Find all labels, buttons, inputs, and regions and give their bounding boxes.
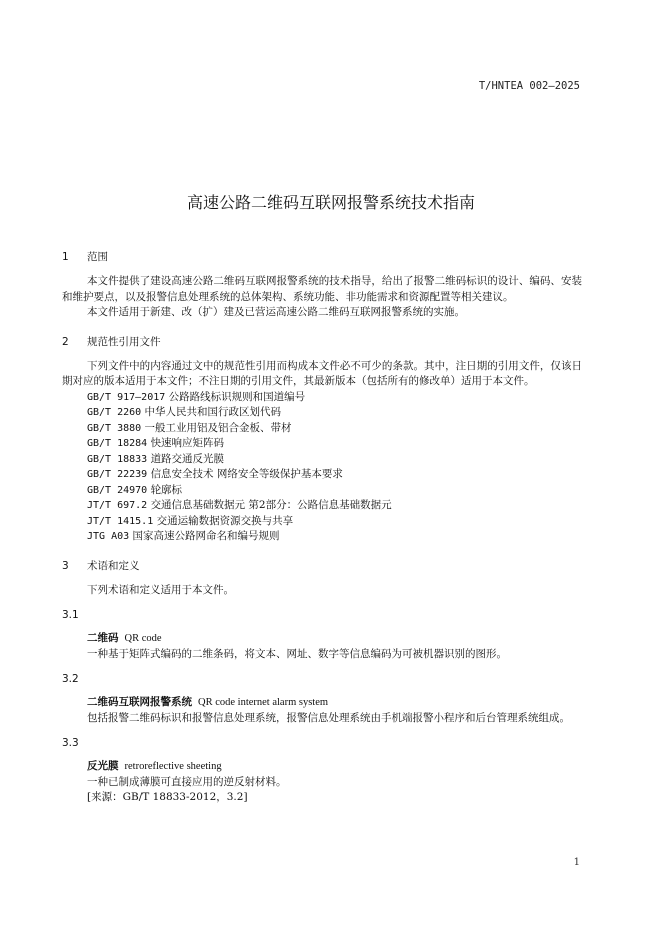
reference-title: 交通信息基础数据元 第2部分：公路信息基础数据元 — [150, 499, 392, 511]
document-title: 高速公路二维码互联网报警系统技术指南 — [186, 193, 475, 212]
document-body — [62, 249, 582, 806]
reference-title: 轮廓标 — [150, 483, 183, 496]
clause-number: 3.1 — [62, 609, 79, 621]
reference-item — [87, 483, 582, 499]
clause-number: 3.3 — [62, 737, 79, 749]
reference-item — [87, 452, 582, 468]
reference-code: GB/T 18284 — [87, 438, 148, 449]
reference-title: 信息安全技术 网络安全等级保护基本要求 — [150, 468, 343, 480]
reference-title: 快速响应矩阵码 — [150, 437, 225, 449]
term-entry — [87, 759, 582, 775]
section-number: 2 — [62, 335, 69, 348]
term-name-zh: 二维码互联网报警系统 — [87, 696, 192, 708]
term-source: [来源：GB/T 18833-2012，3.2] — [87, 791, 248, 803]
reference-item — [87, 405, 582, 421]
term-entry — [87, 695, 582, 711]
paragraph: 本文件适用于新建、改（扩）建及已营运高速公路二维码互联网报警系统的实施。 — [87, 306, 465, 318]
paragraph: 下列术语和定义适用于本文件。 — [87, 583, 234, 596]
section-3-heading — [62, 558, 582, 574]
reference-item — [87, 390, 582, 406]
section-title: 术语和定义 — [87, 559, 140, 572]
reference-list — [87, 390, 582, 545]
term-definition: 包括报警二维码标识和报警信息处理系统，报警信息处理系统由手机端报警小程序和后台管理系统组成。 — [87, 711, 570, 724]
reference-code: JT/T 697.2 — [87, 500, 148, 511]
reference-item — [87, 514, 582, 530]
reference-code: GB/T 2260 — [87, 407, 142, 418]
section-1-heading — [62, 249, 582, 265]
reference-item — [87, 529, 582, 545]
reference-title: 道路交通反光膜 — [150, 452, 225, 465]
section-title: 规范性引用文件 — [87, 335, 161, 348]
reference-code: GB/T 917—2017 — [87, 391, 166, 403]
term-name-en: retroreflective sheeting — [124, 761, 222, 772]
term-definition: 一种基于矩阵式编码的二维条码，将文本、网址、数字等信息编码为可被机器识别的图形。 — [87, 647, 507, 660]
page-number: 1 — [573, 857, 580, 868]
reference-code: GB/T 3880 — [87, 422, 142, 434]
term-definition: 一种已制成薄膜可直接应用的逆反射材料。 — [87, 775, 287, 788]
document-code: T/HNTEA 002—2025 — [478, 80, 580, 92]
reference-item — [87, 436, 582, 452]
section-title: 范围 — [87, 251, 108, 263]
paragraph: 下列文件中的内容通过文中的规范性引用而构成本文件必不可少的条款。其中，注日期的引用文件，仅该日期对应的版本适用于本文件；不注日期的引用文件，其最新版本（包括所有的修改单）适用于本文件。 — [62, 359, 582, 387]
paragraph: 本文件提供了建设高速公路二维码互联网报警系统的技术指导，给出了报警二维码标识的设计、编码、安装和维护要点，以及报警信息处理系统的总体架构、系统功能、非功能需求和资源配置等相关建议。 — [62, 275, 582, 303]
section-number: 1 — [62, 251, 69, 263]
section-number: 3 — [62, 559, 69, 572]
reference-item — [87, 498, 582, 514]
term-name-en: QR code — [124, 633, 162, 644]
reference-code: GB/T 24970 — [87, 484, 148, 496]
reference-code: GB/T 22239 — [87, 469, 148, 480]
term-name-zh: 反光膜 — [87, 760, 119, 772]
reference-title: 公路路线标识规则和国道编号 — [168, 390, 306, 403]
reference-title: 一般工业用铝及铝合金板、带材 — [144, 421, 292, 434]
term-name-zh: 二维码 — [87, 632, 119, 644]
reference-item — [87, 467, 582, 483]
section-2-heading — [62, 334, 582, 350]
reference-title: 交通运输数据资源交换与共享 — [156, 514, 294, 527]
reference-code: GB/T 18833 — [87, 453, 148, 465]
reference-code: JT/T 1415.1 — [87, 515, 154, 527]
term-entry — [87, 631, 582, 647]
reference-item — [87, 421, 582, 437]
reference-code: JTG A03 — [87, 531, 130, 542]
reference-title: 中华人民共和国行政区划代码 — [144, 406, 282, 418]
clause-number: 3.2 — [62, 673, 79, 685]
term-name-en: QR code internet alarm system — [198, 697, 329, 708]
reference-title: 国家高速公路网命名和编号规则 — [132, 530, 280, 542]
